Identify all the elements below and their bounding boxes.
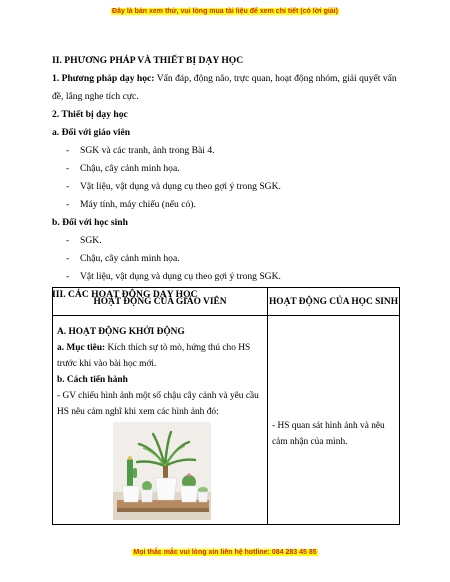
student-equipment-list [66, 232, 400, 286]
list-item: - Vật liệu, vật dụng và dụng cụ theo gợi ý trong SGK. [66, 271, 281, 282]
list-item: - Máy tính, máy chiếu (nếu có). [66, 199, 196, 210]
preview-banner-text: Đây là bản xem thử, vui lòng mua tài liệu để xem chi tiết (có lời giải) [112, 8, 338, 15]
activity-title: A. HOẠT ĐỘNG KHỞI ĐỘNG [57, 327, 185, 337]
activities-table [52, 287, 400, 525]
list-item: - Chậu, cây cảnh minh họa. [66, 163, 180, 174]
process-title: b. Cách tiến hành [57, 375, 128, 385]
list-item: - Chậu, cây cảnh minh họa. [66, 253, 180, 264]
list-item: - SGK và các tranh, ảnh trong Bài 4. [66, 145, 215, 156]
method-text: Vấn đáp, động não, trực quan, hoạt động nhóm, giải quyết vấn đề, lắng nghe tích cực. [52, 73, 397, 102]
hotline-banner [0, 549, 450, 556]
teacher-equipment-list [66, 142, 400, 214]
method-paragraph [52, 70, 400, 106]
method-label: 1. Phương pháp dạy học: [52, 73, 155, 84]
student-equipment-title: b. Đối với học sinh [52, 217, 128, 228]
hotline-banner-text: Mọi thắc mắc vui lòng xin liên hệ hotline: 084 283 45 85 [133, 549, 317, 556]
potted-plants-photo-icon [113, 422, 211, 520]
lesson-content [52, 52, 400, 304]
teacher-column-header: HOẠT ĐỘNG CỦA GIÁO VIÊN [53, 288, 268, 316]
table-header-row [53, 288, 400, 316]
teacher-activity-cell [53, 316, 268, 525]
list-item: - Vật liệu, vật dụng và dụng cụ theo gợi ý trong SGK. [66, 181, 281, 192]
list-item: - SGK. [66, 235, 102, 246]
table-row [53, 316, 400, 525]
student-column-header: HOẠT ĐỘNG CỦA HỌC SINH [268, 288, 400, 316]
teacher-step: - GV chiếu hình ảnh một số chậu cây cảnh và yêu cầu HS nêu cảm nghĩ khi xem các hình ảnh đó: [57, 391, 259, 417]
preview-banner [0, 8, 450, 15]
student-step: - HS quan sát hình ảnh và nêu cảm nhận của mình. [272, 421, 385, 447]
goal-label: a. Mục tiêu: [57, 343, 106, 353]
student-activity-cell [268, 316, 400, 525]
teacher-equipment-title: a. Đối với giáo viên [52, 127, 131, 138]
goal-paragraph [57, 340, 263, 372]
goal-text: Kích thích sự tò mò, hứng thú cho HS trước khi vào bài học mới. [57, 343, 251, 369]
section-3-title: III. CÁC HOẠT ĐỘNG DẠY HỌC [52, 289, 198, 300]
section-2-title: II. PHƯƠNG PHÁP VÀ THIẾT BỊ DẠY HỌC [52, 55, 244, 66]
equipment-title: 2. Thiết bị dạy học [52, 109, 128, 120]
